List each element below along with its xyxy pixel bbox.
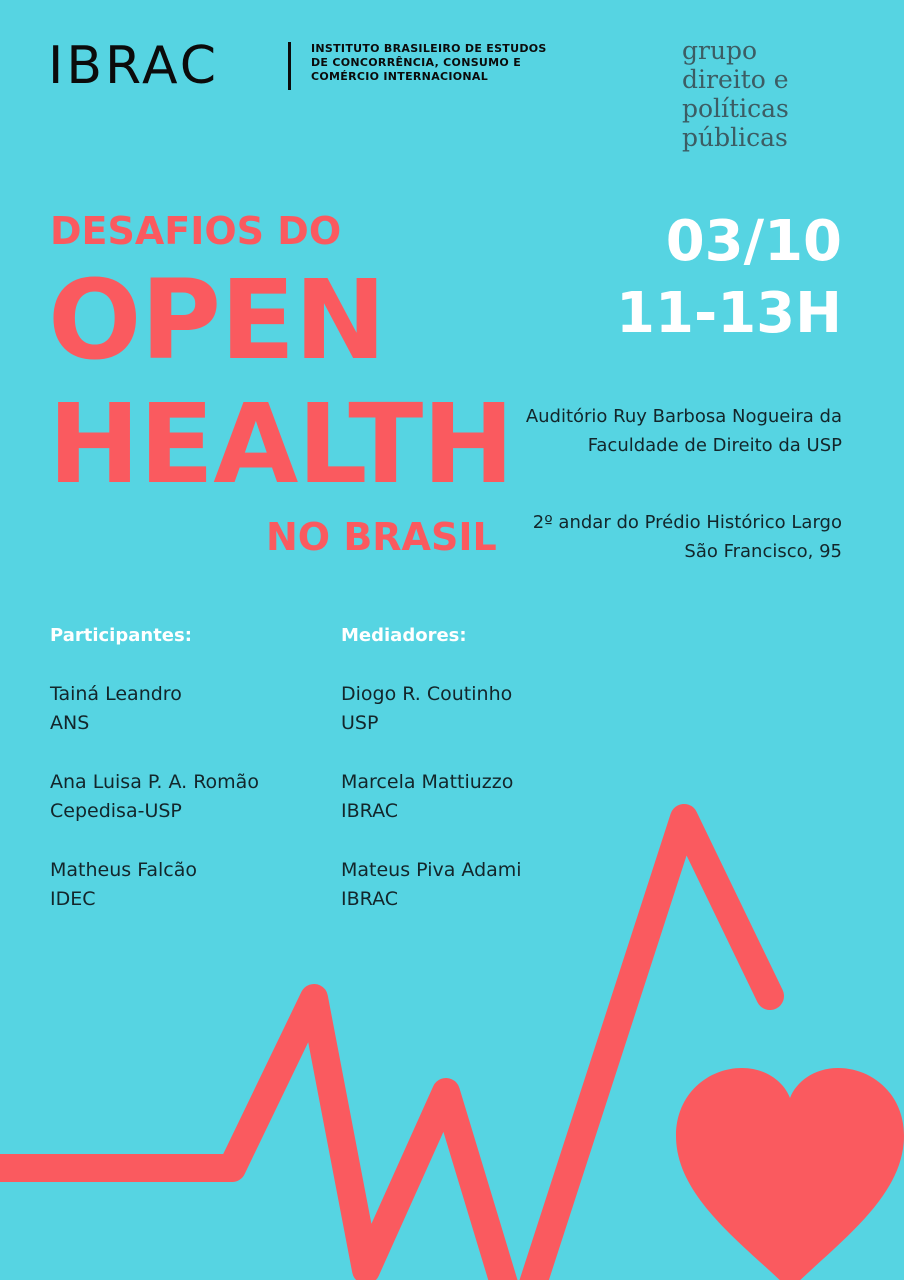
list-item xyxy=(341,768,522,826)
person-org: ANS xyxy=(50,712,90,734)
title-line-3: HEALTH xyxy=(48,380,514,508)
person-name: Mateus Piva Adami xyxy=(341,859,522,881)
person-name: Marcela Mattiuzzo xyxy=(341,771,514,793)
logo-subtitle: INSTITUTO BRASILEIRO DE ESTUDOS DE CONCORRÊNCIA, CONSUMO E COMÉRCIO INTERNACIONAL xyxy=(311,42,547,83)
logo-divider xyxy=(288,42,291,90)
person-org: IBRAC xyxy=(341,888,398,910)
list-item xyxy=(50,768,259,826)
participants-heading: Participantes: xyxy=(50,625,192,646)
ibrac-logo: IBRAC xyxy=(48,36,219,96)
event-address: 2º andar do Prédio Histórico Largo São Francisco, 95 xyxy=(532,512,842,562)
participants-list xyxy=(50,680,259,944)
person-name: Tainá Leandro xyxy=(50,683,182,705)
person-org: USP xyxy=(341,712,379,734)
person-name: Ana Luisa P. A. Romão xyxy=(50,771,259,793)
title-line-4: NO BRASIL xyxy=(266,515,497,559)
list-item xyxy=(341,680,522,738)
group-label: grupo direito e políticas públicas xyxy=(682,36,789,152)
list-item xyxy=(50,680,259,738)
person-name: Diogo R. Coutinho xyxy=(341,683,513,705)
event-date: 03/10 xyxy=(665,209,842,274)
heart-icon xyxy=(676,1068,904,1280)
mediators-heading: Mediadores: xyxy=(341,625,467,646)
person-org: IBRAC xyxy=(341,800,398,822)
person-org: IDEC xyxy=(50,888,96,910)
person-org: Cepedisa-USP xyxy=(50,800,182,822)
event-time: 11-13H xyxy=(616,281,842,346)
list-item xyxy=(341,856,522,914)
event-venue: Auditório Ruy Barbosa Nogueira da Faculdade de Direito da USP xyxy=(525,406,842,456)
mediators-list xyxy=(341,680,522,944)
list-item xyxy=(50,856,259,914)
title-line-1: DESAFIOS DO xyxy=(50,209,342,253)
person-name: Matheus Falcão xyxy=(50,859,198,881)
title-line-2: OPEN xyxy=(48,256,386,384)
